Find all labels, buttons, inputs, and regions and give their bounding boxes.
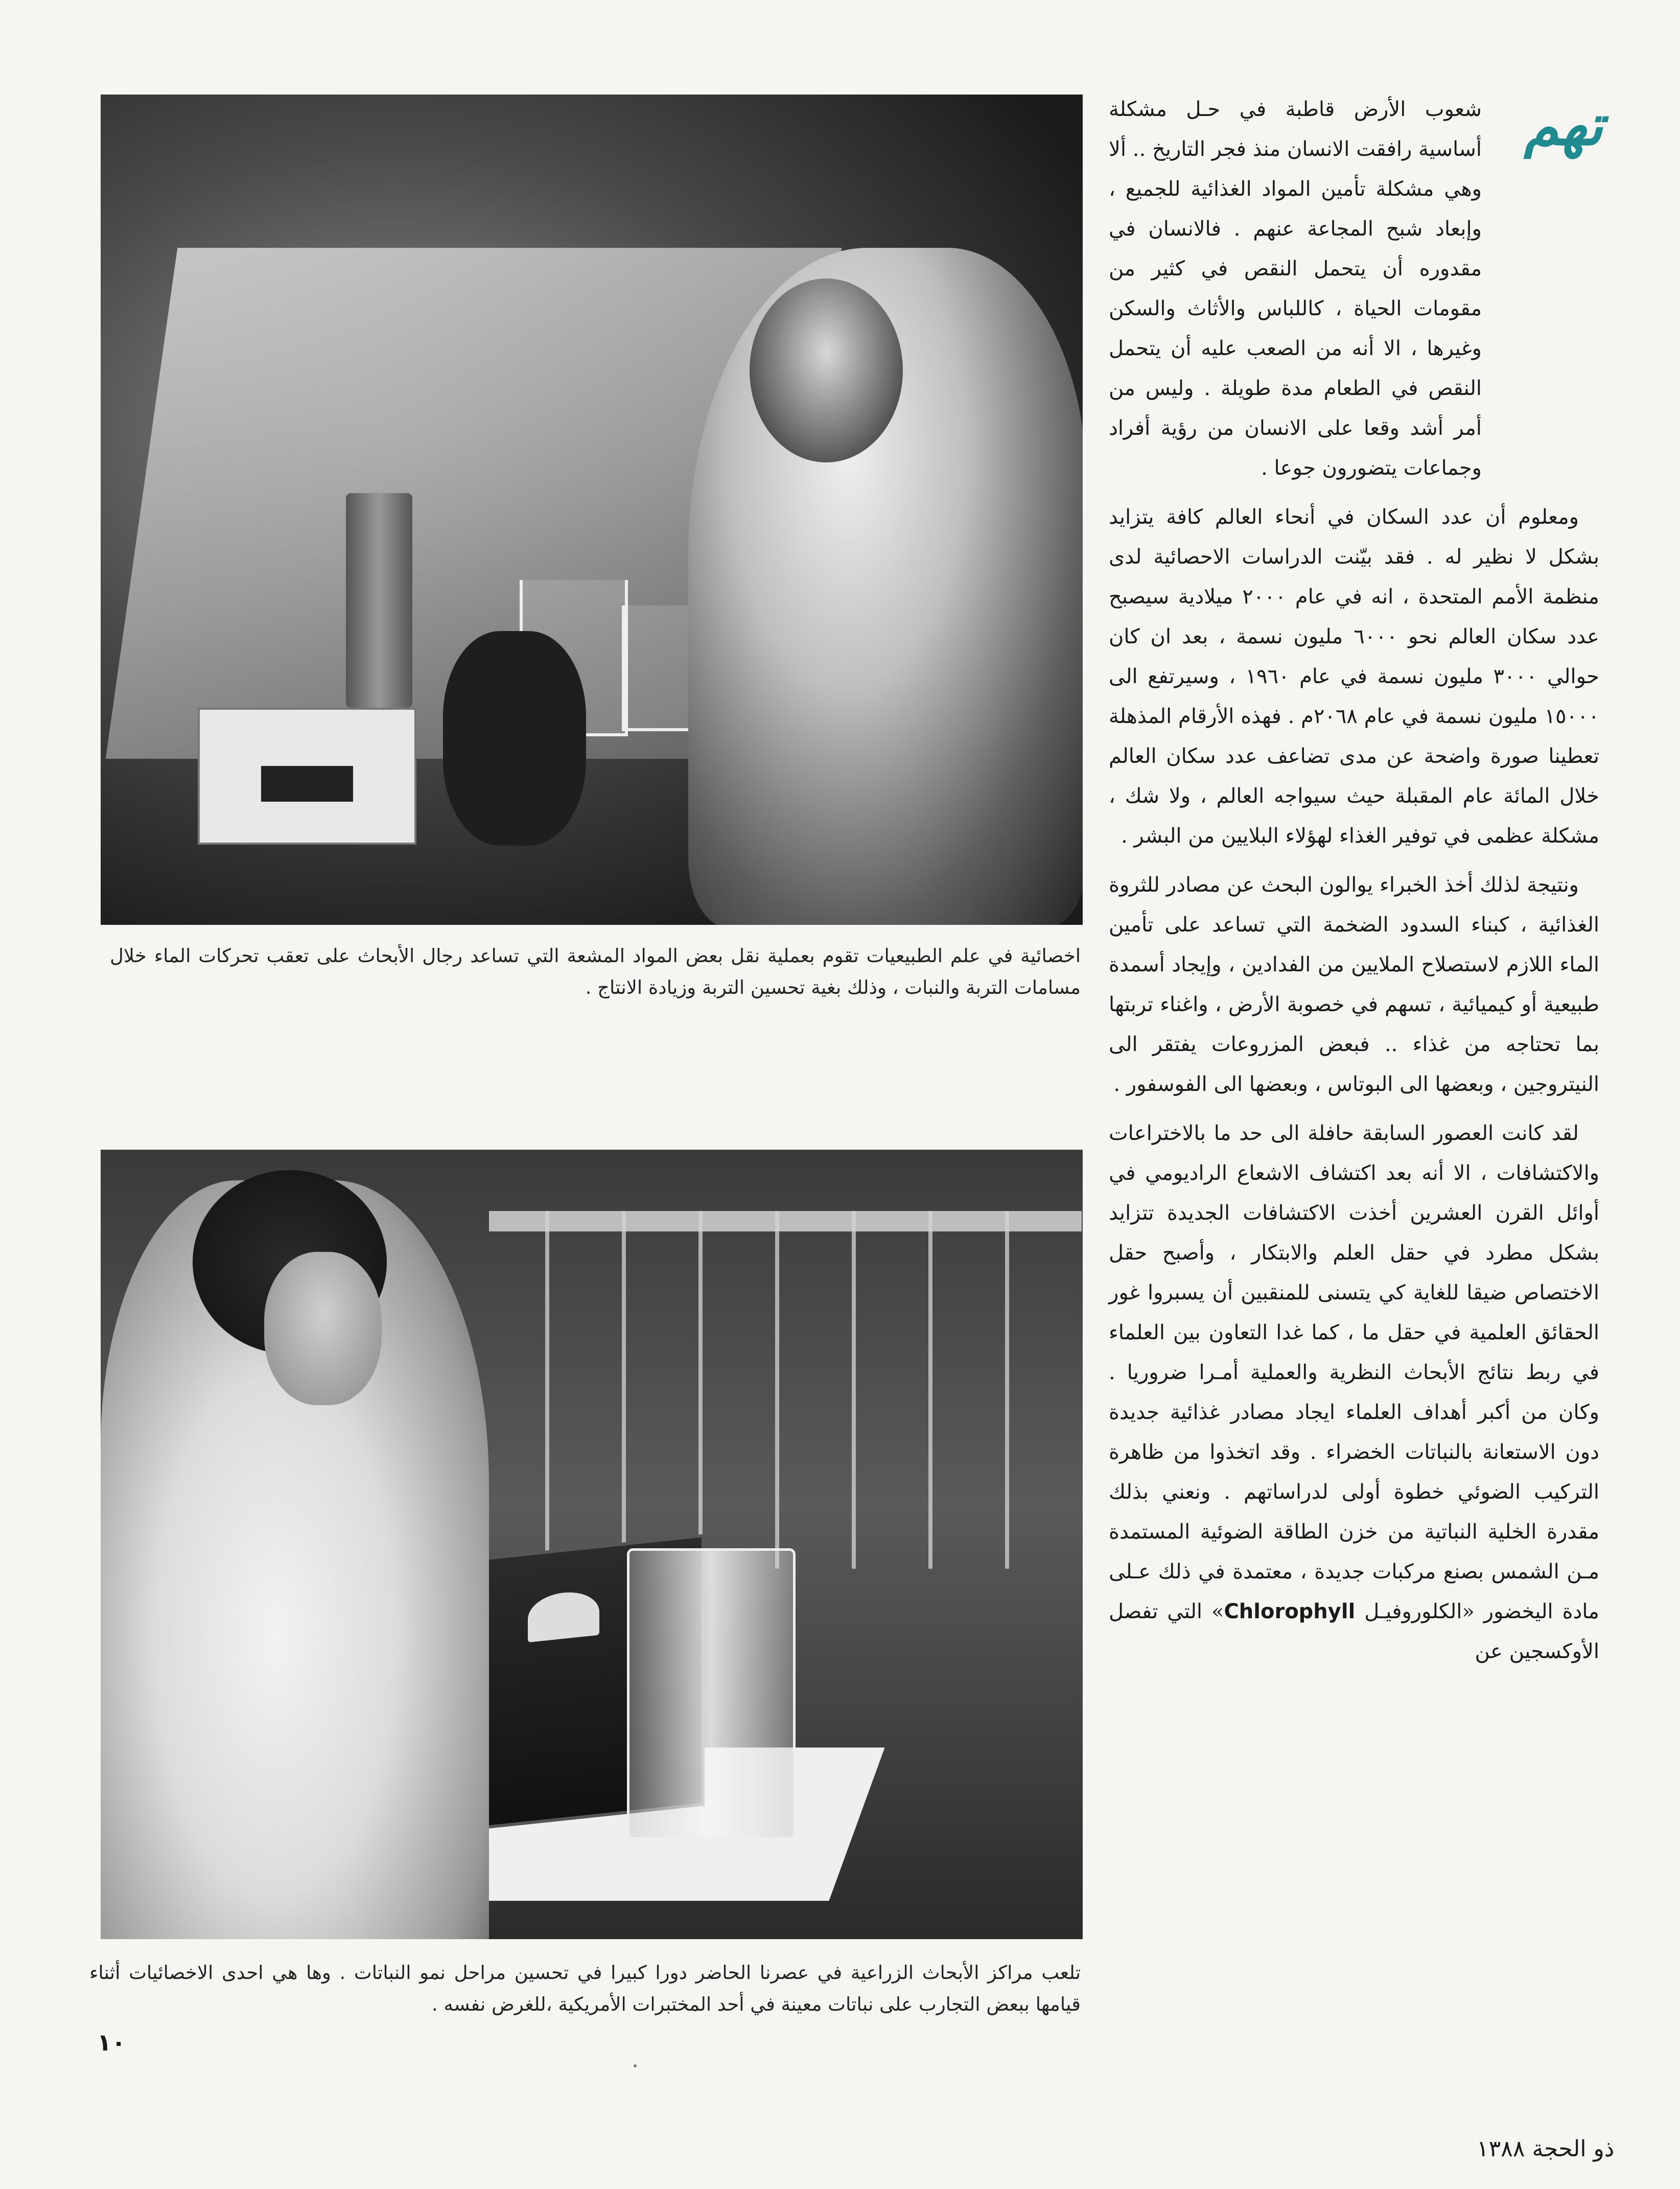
latin-term: Chlorophyll xyxy=(1224,1600,1356,1623)
photo-caption-bottom: تلعب مراكز الأبحاث الزراعية في عصرنا الحاضر دورا كبيرا في تحسين مراحل نمو النباتات . وها هي احدى الاخصائيات أثناء قيامها ببعض التجارب على نباتات معينة في أحد المختبرات الأمريكية ،للغرض نفسه . xyxy=(89,1962,1081,2015)
scientist-head xyxy=(750,278,903,462)
print-speck xyxy=(634,2064,637,2067)
lab-photo-radioactive-transfer xyxy=(101,95,1083,925)
plant-seedling-jar xyxy=(627,1548,796,1839)
article-paragraph-text: شعوب الأرض قاطبة في حـل مشكلة أساسية رافقت الانسان منذ فجر التاريخ .. ألا وهي مشكلة تأمين المواد الغذائية للجميع ، وإبعاد شبح المجاعة عنهم . فالانسان في مقدوره أن يتحمل النقص في كثير من مقومات الحياة ، كاللباس والأثاث والسكن وغيرها ، الا أنه من الصعب عليه أن يتحمل النقص في الطعام مدة طويلة . وليس من أمر أشد وقعا على الانسان من رؤية أفراد وجماعات يتضورون جوعا . xyxy=(1109,98,1482,480)
page-number: ١٠ xyxy=(97,2029,126,2056)
photo-caption-top: اخصائية في علم الطبيعيات تقوم بعملية نقل بعض المواد المشعة التي تساعد رجال الأبحاث على تعقب تحركات الماء خلال مسامات التربة والنبات ، وذلك بغية تحسين التربة وزيادة الانتاج . xyxy=(110,945,1081,998)
article-paragraph-4 xyxy=(1109,1113,1599,1671)
rubber-glove xyxy=(443,631,586,846)
article-paragraph-2: ومعلوم أن عدد السكان في أنحاء العالم كافة يتزايد بشكل لا نظير له . فقد بيّنت الدراسات الاحصائية لدى منظمة الأمم المتحدة ، انه في عام ٢٠٠٠ ميلادية سيصبح عدد سكان العالم نحو ٦٠٠٠ مليون نسمة ، بعد ان كان حوالي ٣٠٠٠ مليون نسمة في عام ١٩٦٠ ، وسيرتفع الى ١٥٠٠٠ مليون نسمة في عام ٢٠٦٨م . فهذه الأرقام المذهلة تعطينا صورة واضحة عن مدى تضاعف عدد سكان العالم خلال المائة عام المقبلة حيث سيواجه العالم ، ولا شك ، مشكلة عظمى في توفير الغذاء لهؤلاء البلايين من البشر . xyxy=(1109,505,1599,848)
gas-tubes xyxy=(509,1211,1082,1569)
article-column xyxy=(1109,89,1599,1681)
lab-photo-plant-experiment xyxy=(101,1150,1083,1939)
lab-jar xyxy=(346,493,412,708)
labelled-box xyxy=(198,708,416,845)
article-paragraph-3: ونتيجة لذلك أخذ الخبراء يوالون البحث عن مصادر للثروة الغذائية ، كبناء السدود الضخمة التي تساعد على تأمين الماء اللازم لاستصلاح الملايين من الفدادين ، وإيجاد أسمدة طبيعية أو كيميائية ، تسهم في خصوبة الأرض ، واغناء تربتها بما تحتاجه من غذاء .. فبعض المزروعات يفتقر الى النيتروجين ، وبعضها الى البوتاس ، وبعضها الى الفوسفور . xyxy=(1109,873,1599,1096)
article-paragraph-1 xyxy=(1109,89,1599,488)
researcher-face xyxy=(264,1252,382,1405)
article-last-line-tail: » التي تفصل الأوكسجين عن xyxy=(1109,1600,1599,1663)
lead-word-decorative: تهم xyxy=(1524,92,1603,158)
article-paragraph-text: لقد كانت العصور السابقة حافلة الى حد ما بالاختراعات والاكتشافات ، الا أنه بعد اكتشاف الاشعاع الراديومي في أوائل القرن العشرين أخذت الاكتشافات الجديدة تتزايد بشكل مطرد في حقل العلم والابتكار ، وأصبح حقل الاختصاص ضيقا للغاية كي يتسنى للمنقبين أن يسبروا غور الحقائق العلمية في حقل ما ، كما غدا التعاون بين العلماء في ربط نتائج الأبحاث النظرية والعملية أمـرا ضروريا . وكان من أكبر أهداف العلماء ايجاد مصادر غذائية جديدة دون الاستعانة بالنباتات الخضراء . وقد اتخذوا من ظاهرة التركيب الضوئي خطوة أولى لدراساتهم . ونعني بذلك مقدرة الخلية النباتية من خزن الطاقة الضوئية المستمدة مـن الشمس بصنع مركبات جديدة ، معتمدة في ذلك عـلى مادة اليخضور «الكلوروفيـل xyxy=(1109,1122,1599,1623)
issue-date: ذو الحجة ١٣٨٨ xyxy=(1477,2136,1615,2162)
